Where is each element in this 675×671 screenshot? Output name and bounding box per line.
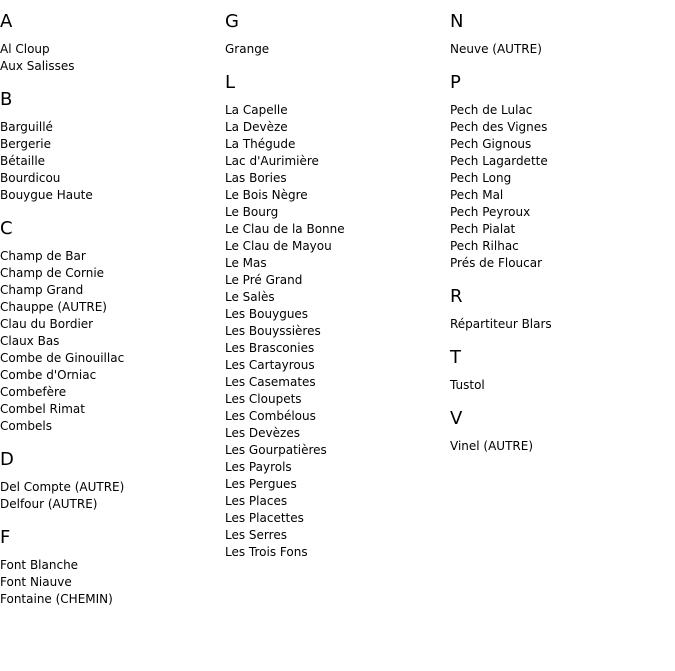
- place-list: [0, 248, 225, 435]
- place-name-link[interactable]: Claux Bas: [0, 334, 60, 348]
- letter-heading: T: [450, 347, 461, 368]
- place-name-link[interactable]: Font Blanche: [0, 558, 79, 572]
- place-name-link[interactable]: Les Serres: [225, 528, 287, 542]
- letter-heading: L: [225, 72, 236, 93]
- letter-group: [0, 11, 225, 75]
- place-name-link[interactable]: Combefère: [0, 385, 67, 399]
- place-name-link[interactable]: Pech Mal: [450, 188, 504, 202]
- place-list: [450, 316, 675, 333]
- letter-group: [450, 408, 675, 455]
- place-name-link[interactable]: Combe d'Orniac: [0, 368, 97, 382]
- place-name-link[interactable]: Del Compte (AUTRE): [0, 480, 125, 494]
- place-name-link[interactable]: Le Bois Nègre: [225, 188, 308, 202]
- place-list: [0, 557, 225, 608]
- place-name-link[interactable]: Les Payrols: [225, 460, 292, 474]
- letter-group: [225, 11, 450, 58]
- place-name-link[interactable]: Les Bouygues: [225, 307, 309, 321]
- place-name-link[interactable]: Les Casemates: [225, 375, 316, 389]
- place-name-link[interactable]: Champ Grand: [0, 283, 84, 297]
- place-name-link[interactable]: Neuve (AUTRE): [450, 42, 542, 56]
- letter-heading: F: [0, 527, 11, 548]
- letter-heading: C: [0, 218, 13, 239]
- letter-group: [450, 11, 675, 58]
- place-name-link[interactable]: Grange: [225, 42, 270, 56]
- letter-heading: R: [450, 286, 463, 307]
- place-name-link[interactable]: Pech de Lulac: [450, 103, 533, 117]
- place-name-link[interactable]: Les Pergues: [225, 477, 297, 491]
- place-name-link[interactable]: Delfour (AUTRE): [0, 497, 98, 511]
- letter-group: [0, 527, 225, 608]
- place-list: [450, 377, 675, 394]
- place-list: [0, 119, 225, 204]
- place-list: [450, 438, 675, 455]
- place-name-link[interactable]: Combel Rimat: [0, 402, 85, 416]
- place-name-link[interactable]: Las Bories: [225, 171, 287, 185]
- place-name-link[interactable]: Font Niauve: [0, 575, 72, 589]
- place-name-link[interactable]: Bétaille: [0, 154, 46, 168]
- place-name-link[interactable]: Vinel (AUTRE): [450, 439, 534, 453]
- place-name-link[interactable]: Les Devèzes: [225, 426, 300, 440]
- place-name-link[interactable]: Le Mas: [225, 256, 267, 270]
- letter-group: [0, 449, 225, 513]
- letter-group: [450, 347, 675, 394]
- place-name-link[interactable]: Al Cloup: [0, 42, 50, 56]
- place-name-link[interactable]: La Capelle: [225, 103, 288, 117]
- place-name-link[interactable]: Clau du Bordier: [0, 317, 94, 331]
- place-name-link[interactable]: Lac d'Aurimière: [225, 154, 319, 168]
- place-list: [0, 41, 225, 75]
- place-name-link[interactable]: Aux Salisses: [0, 59, 75, 73]
- index-column-3: [450, 0, 675, 469]
- place-name-link[interactable]: Bouygue Haute: [0, 188, 93, 202]
- place-name-link[interactable]: Le Pré Grand: [225, 273, 303, 287]
- place-name-link[interactable]: Répartiteur Blars: [450, 317, 552, 331]
- place-list: [450, 41, 675, 58]
- letter-group: [450, 72, 675, 272]
- place-name-link[interactable]: Les Combélous: [225, 409, 316, 423]
- place-name-link[interactable]: Tustol: [450, 378, 485, 392]
- place-name-link[interactable]: Bourdicou: [0, 171, 61, 185]
- letter-heading: P: [450, 72, 461, 93]
- place-name-link[interactable]: Champ de Bar: [0, 249, 86, 263]
- place-name-link[interactable]: Pech Rilhac: [450, 239, 519, 253]
- place-name-link[interactable]: La Thégude: [225, 137, 296, 151]
- letter-group: [0, 89, 225, 204]
- place-name-link[interactable]: Les Cloupets: [225, 392, 302, 406]
- place-list: [0, 479, 225, 513]
- place-name-link[interactable]: Le Clau de la Bonne: [225, 222, 345, 236]
- place-name-link[interactable]: Pech Gignous: [450, 137, 532, 151]
- place-list: [450, 102, 675, 272]
- place-name-link[interactable]: Les Trois Fons: [225, 545, 308, 559]
- place-list: [225, 102, 450, 561]
- letter-group: [0, 218, 225, 435]
- place-name-link[interactable]: Pech Peyroux: [450, 205, 531, 219]
- letter-group: [450, 286, 675, 333]
- place-name-link[interactable]: Bergerie: [0, 137, 51, 151]
- place-name-link[interactable]: Les Placettes: [225, 511, 304, 525]
- place-name-link[interactable]: Les Cartayrous: [225, 358, 315, 372]
- place-name-link[interactable]: Prés de Floucar: [450, 256, 543, 270]
- letter-heading: A: [0, 11, 13, 32]
- place-name-link[interactable]: Les Bouyssières: [225, 324, 321, 338]
- place-name-link[interactable]: Le Clau de Mayou: [225, 239, 332, 253]
- place-name-link[interactable]: Fontaine (CHEMIN): [0, 592, 113, 606]
- place-name-link[interactable]: Barguillé: [0, 120, 53, 134]
- place-name-link[interactable]: Pech des Vignes: [450, 120, 548, 134]
- letter-heading: G: [225, 11, 239, 32]
- place-name-link[interactable]: Les Gourpatières: [225, 443, 327, 457]
- place-name-link[interactable]: Combe de Ginouillac: [0, 351, 125, 365]
- index-column-2: [225, 0, 450, 575]
- place-name-link[interactable]: Champ de Cornie: [0, 266, 105, 280]
- place-name-link[interactable]: Pech Long: [450, 171, 512, 185]
- place-list: [225, 41, 450, 58]
- place-name-link[interactable]: La Devèze: [225, 120, 288, 134]
- index-column-1: [0, 0, 225, 622]
- place-name-link[interactable]: Pech Pialat: [450, 222, 516, 236]
- place-name-link[interactable]: Combels: [0, 419, 52, 433]
- place-name-link[interactable]: Le Bourg: [225, 205, 279, 219]
- place-name-link[interactable]: Pech Lagardette: [450, 154, 548, 168]
- letter-heading: D: [0, 449, 14, 470]
- place-name-link[interactable]: Les Brasconies: [225, 341, 315, 355]
- letter-heading: V: [450, 408, 463, 429]
- place-name-link[interactable]: Chauppe (AUTRE): [0, 300, 107, 314]
- letter-heading: B: [0, 89, 13, 110]
- place-name-link[interactable]: Les Places: [225, 494, 288, 508]
- letter-heading: N: [450, 11, 464, 32]
- letter-group: [225, 72, 450, 561]
- place-name-link[interactable]: Le Salès: [225, 290, 275, 304]
